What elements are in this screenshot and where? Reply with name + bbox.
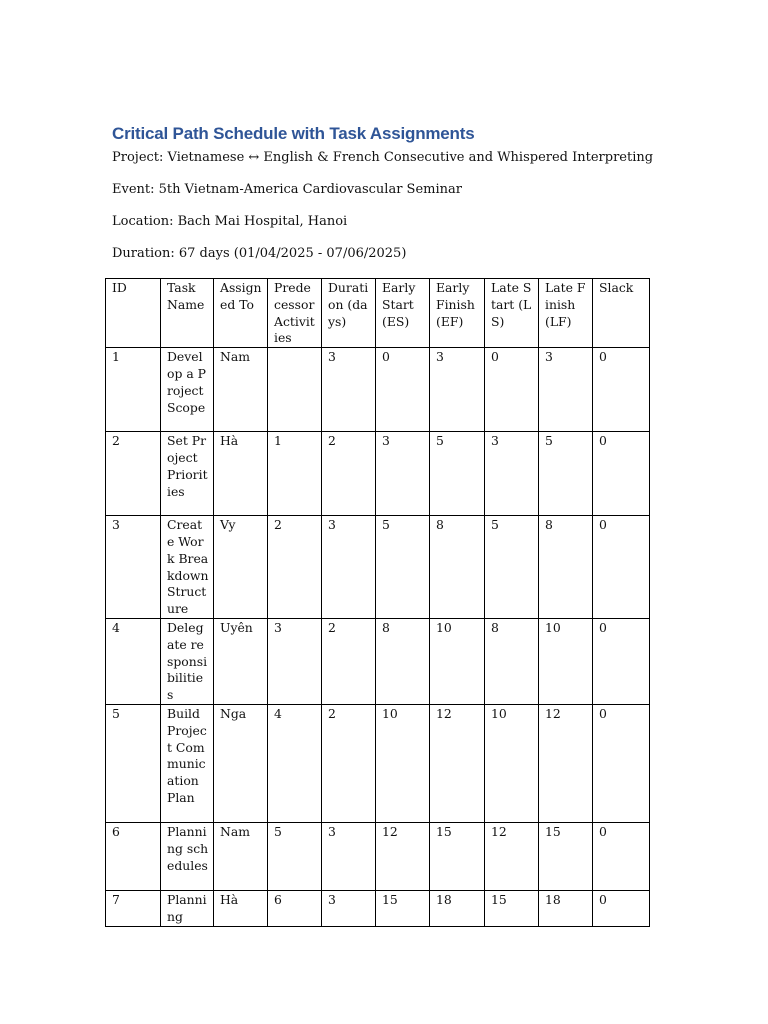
cell-ef: 3 — [430, 348, 485, 432]
header-late-start: Late Start (LS) — [485, 279, 539, 348]
cell-assigned-to: Uyên — [214, 618, 268, 704]
cell-lf: 12 — [539, 704, 593, 822]
cell-ls: 8 — [485, 618, 539, 704]
cell-duration: 3 — [322, 822, 376, 890]
cell-duration: 3 — [322, 516, 376, 619]
cell-predecessor: 4 — [268, 704, 322, 822]
cell-es: 12 — [376, 822, 430, 890]
table-row — [106, 516, 650, 619]
cell-id: 6 — [106, 822, 161, 890]
cell-ef: 8 — [430, 516, 485, 619]
table-row — [106, 890, 650, 926]
cell-es: 8 — [376, 618, 430, 704]
cell-ls: 0 — [485, 348, 539, 432]
cell-task-name: Planning — [161, 890, 214, 926]
cell-slack: 0 — [593, 890, 650, 926]
header-assigned-to: Assigned To — [214, 279, 268, 348]
table-row — [106, 704, 650, 822]
cell-predecessor: 2 — [268, 516, 322, 619]
cell-slack: 0 — [593, 348, 650, 432]
cell-task-name: Set Project Priorities — [161, 432, 214, 516]
cell-task-name: Build Project Communication Plan — [161, 704, 214, 822]
cell-ef: 18 — [430, 890, 485, 926]
document-title: Critical Path Schedule with Task Assignments — [112, 124, 475, 143]
cell-id: 5 — [106, 704, 161, 822]
cell-predecessor: 5 — [268, 822, 322, 890]
header-slack: Slack — [593, 279, 650, 348]
cell-duration: 3 — [322, 348, 376, 432]
cell-assigned-to: Hà — [214, 432, 268, 516]
header-predecessor: Predecessor Activities — [268, 279, 322, 348]
cell-ef: 15 — [430, 822, 485, 890]
cell-assigned-to: Nam — [214, 348, 268, 432]
duration-line: Duration: 67 days (01/04/2025 - 07/06/2025) — [112, 246, 407, 261]
cell-assigned-to: Vy — [214, 516, 268, 619]
table-row — [106, 432, 650, 516]
table-row — [106, 822, 650, 890]
cell-ef: 10 — [430, 618, 485, 704]
cell-slack: 0 — [593, 704, 650, 822]
cell-lf: 5 — [539, 432, 593, 516]
cell-duration: 3 — [322, 890, 376, 926]
cell-task-name: Create Work Breakdown Structure — [161, 516, 214, 619]
header-early-finish: Early Finish (EF) — [430, 279, 485, 348]
cell-slack: 0 — [593, 432, 650, 516]
cell-predecessor: 3 — [268, 618, 322, 704]
cell-id: 4 — [106, 618, 161, 704]
cell-ls: 12 — [485, 822, 539, 890]
cell-lf: 8 — [539, 516, 593, 619]
critical-path-table — [105, 278, 650, 927]
cell-ls: 10 — [485, 704, 539, 822]
cell-es: 5 — [376, 516, 430, 619]
cell-id: 7 — [106, 890, 161, 926]
cell-es: 0 — [376, 348, 430, 432]
cell-ls: 15 — [485, 890, 539, 926]
cell-predecessor: 6 — [268, 890, 322, 926]
header-task-name: Task Name — [161, 279, 214, 348]
event-line: Event: 5th Vietnam-America Cardiovascular Seminar — [112, 182, 462, 197]
cell-assigned-to: Hà — [214, 890, 268, 926]
header-id: ID — [106, 279, 161, 348]
cell-duration: 2 — [322, 704, 376, 822]
cell-task-name: Develop a Project Scope — [161, 348, 214, 432]
cell-id: 1 — [106, 348, 161, 432]
cell-assigned-to: Nam — [214, 822, 268, 890]
cell-id: 3 — [106, 516, 161, 619]
cell-assigned-to: Nga — [214, 704, 268, 822]
header-late-finish: Late Finish (LF) — [539, 279, 593, 348]
cell-predecessor — [268, 348, 322, 432]
header-early-start: Early Start (ES) — [376, 279, 430, 348]
table-row — [106, 618, 650, 704]
header-duration: Duration (days) — [322, 279, 376, 348]
cell-duration: 2 — [322, 432, 376, 516]
cell-ef: 5 — [430, 432, 485, 516]
cell-ef: 12 — [430, 704, 485, 822]
cell-slack: 0 — [593, 618, 650, 704]
cell-duration: 2 — [322, 618, 376, 704]
cell-ls: 5 — [485, 516, 539, 619]
cell-lf: 18 — [539, 890, 593, 926]
cell-predecessor: 1 — [268, 432, 322, 516]
cell-lf: 3 — [539, 348, 593, 432]
table-header-row — [106, 279, 650, 348]
cell-slack: 0 — [593, 516, 650, 619]
cell-lf: 10 — [539, 618, 593, 704]
cell-es: 15 — [376, 890, 430, 926]
cell-task-name: Delegate responsibilities — [161, 618, 214, 704]
table-row — [106, 348, 650, 432]
cell-ls: 3 — [485, 432, 539, 516]
cell-task-name: Planning schedules — [161, 822, 214, 890]
project-line: Project: Vietnamese ↔ English & French Consecutive and Whispered Interpreting — [112, 150, 654, 165]
cell-es: 10 — [376, 704, 430, 822]
cell-lf: 15 — [539, 822, 593, 890]
location-line: Location: Bach Mai Hospital, Hanoi — [112, 214, 348, 229]
cell-es: 3 — [376, 432, 430, 516]
cell-id: 2 — [106, 432, 161, 516]
cell-slack: 0 — [593, 822, 650, 890]
